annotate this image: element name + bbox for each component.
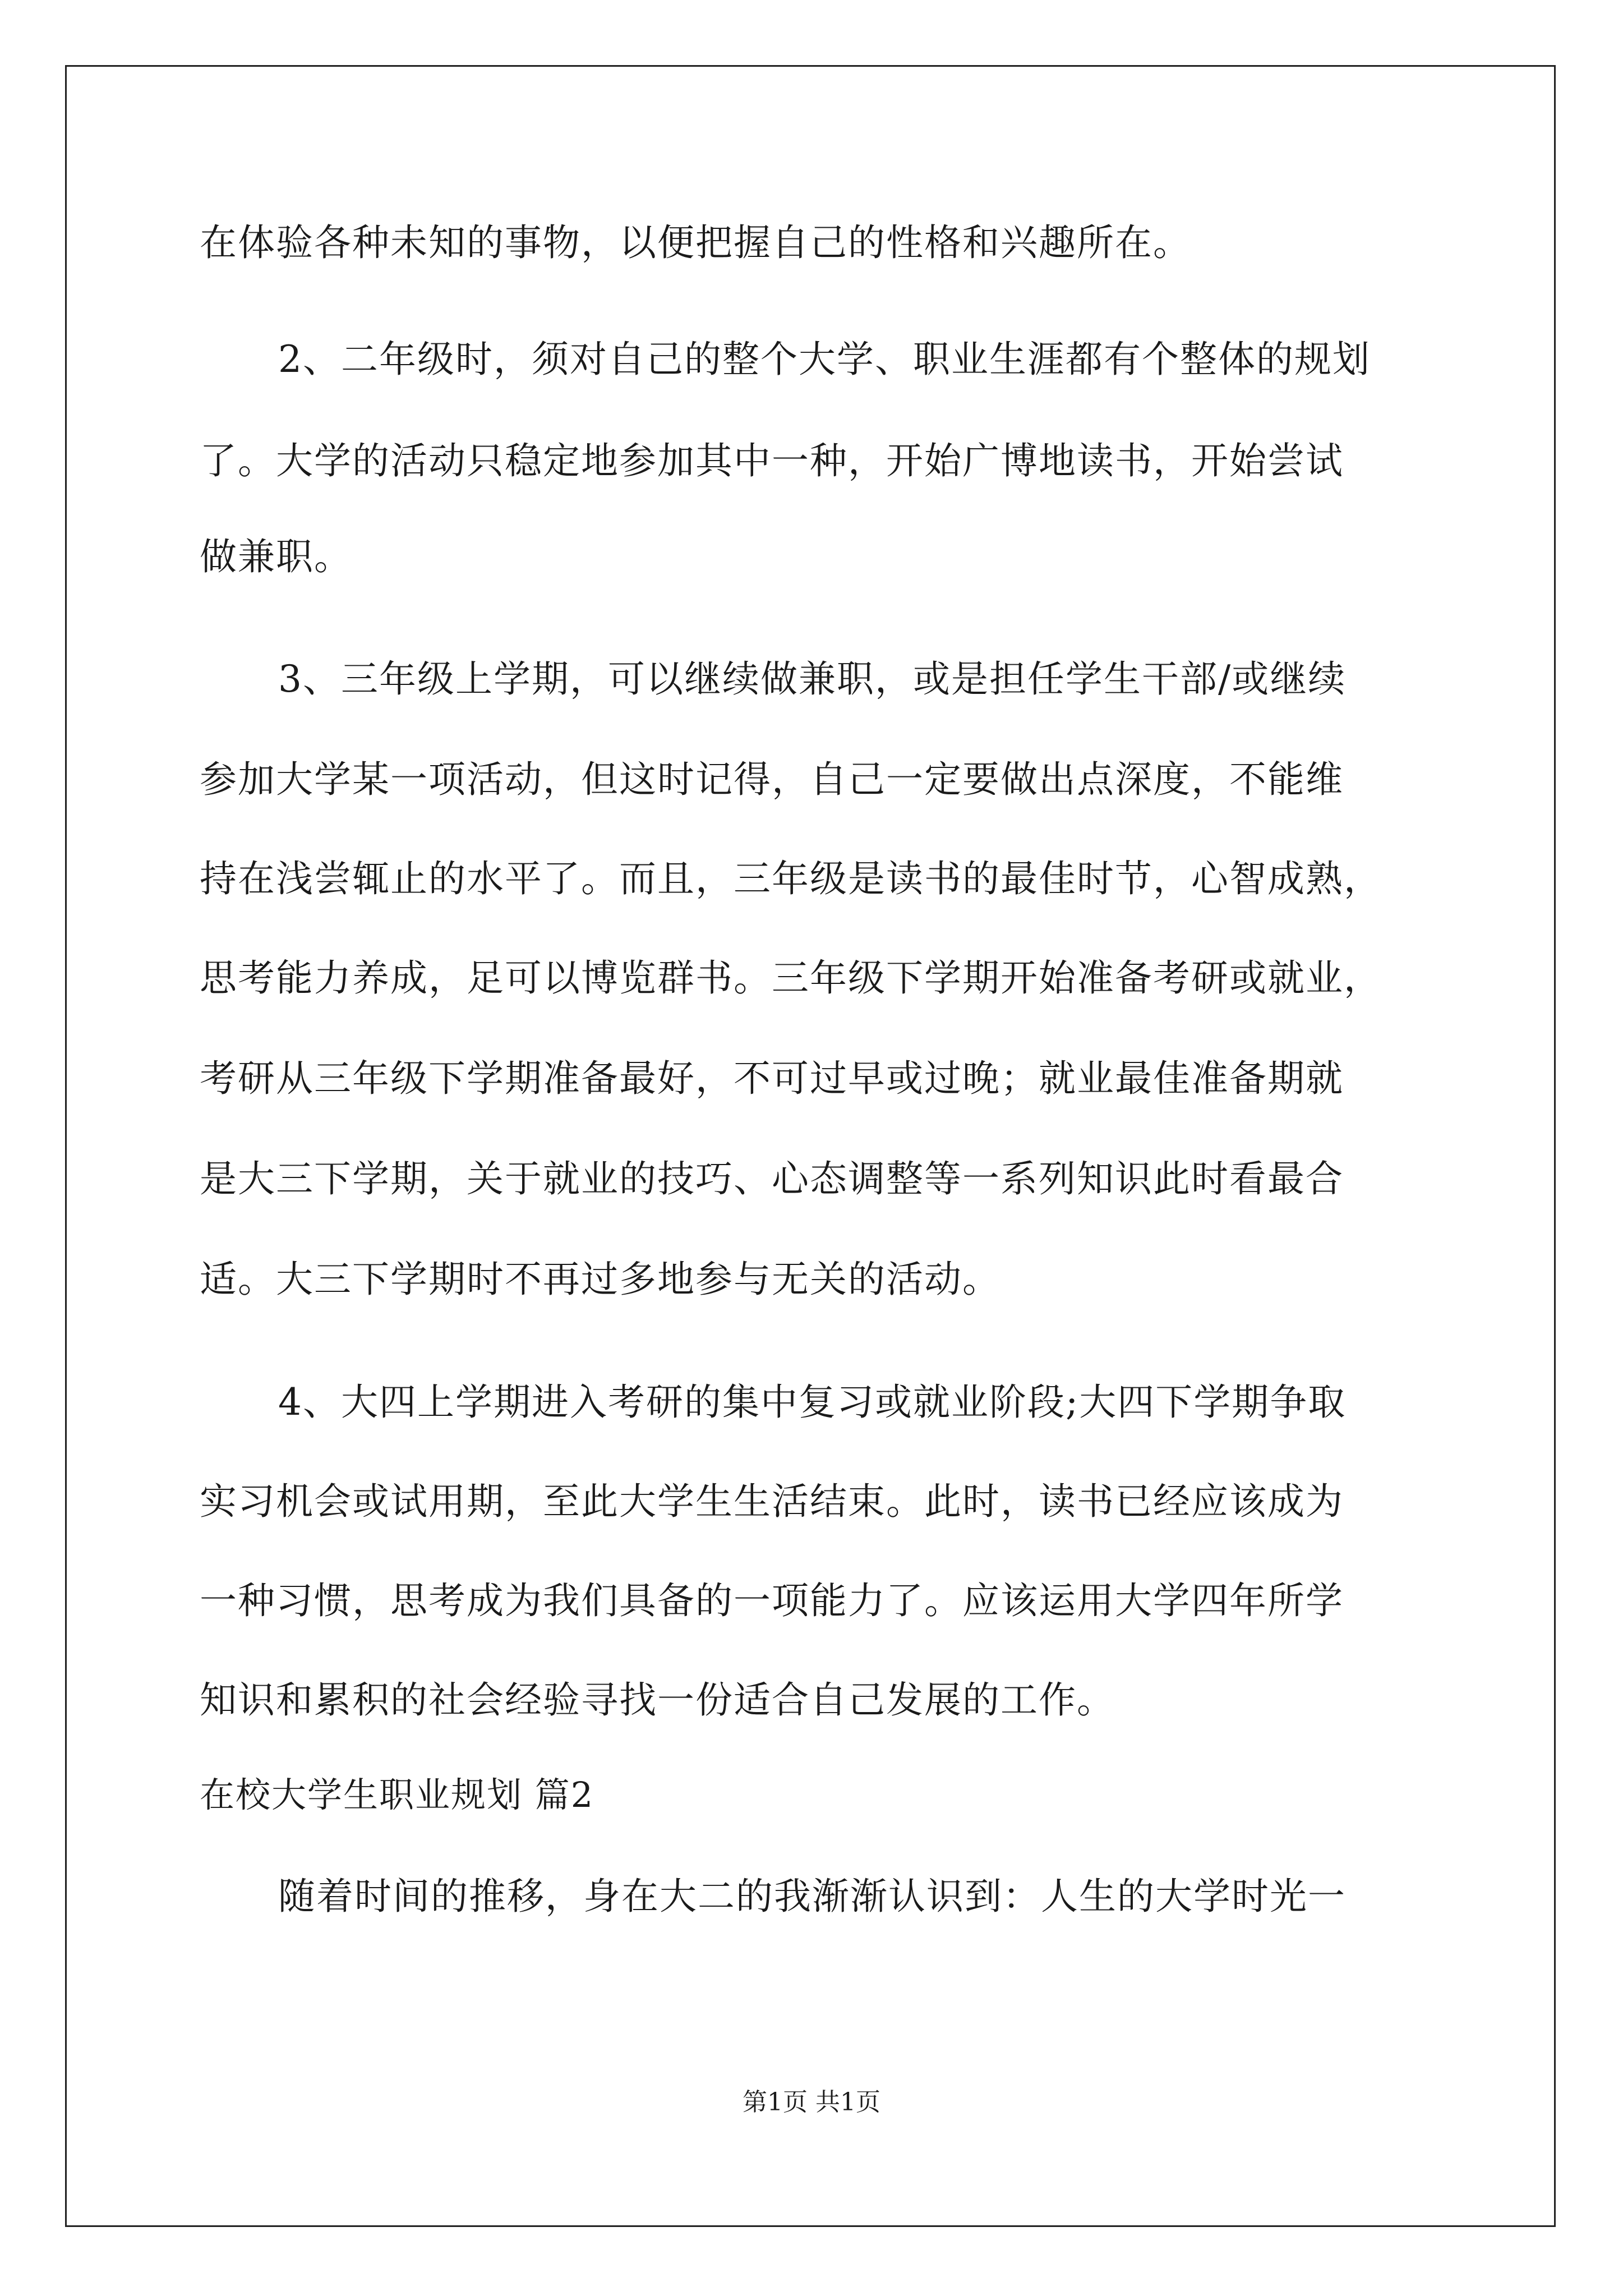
text-line: 参加大学某一项活动，但这时记得，自己一定要做出点深度，不能维 [200, 758, 1344, 801]
text-line: 思考能力养成，足可以博览群书。三年级下学期开始准备考研或就业， [200, 956, 1382, 1000]
page-number-footer: 第1页 共1页 [743, 2088, 880, 2116]
text-line: 适。大三下学期时不再过多地参与无关的活动。 [200, 1258, 1000, 1301]
text-line: 实习机会或试用期，至此大学生生活结束。此时，读书已经应该成为 [200, 1480, 1344, 1523]
text-line: 了。大学的活动只稳定地参加其中一种，开始广博地读书，开始尝试 [200, 439, 1344, 482]
text-line: 在体验各种未知的事物，以便把握自己的性格和兴趣所在。 [200, 221, 1191, 264]
text-line: 考研从三年级下学期准备最好，不可过早或过晚；就业最佳准备期就 [200, 1057, 1344, 1100]
text-line: 是大三下学期，关于就业的技巧、心态调整等一系列知识此时看最合 [200, 1157, 1344, 1200]
text-line: 持在浅尝辄止的水平了。而且，三年级是读书的最佳时节，心智成熟， [200, 857, 1382, 900]
text-line: 做兼职。 [200, 535, 352, 578]
text-line: 2、二年级时，须对自己的整个大学、职业生涯都有个整体的规划 [278, 338, 1371, 381]
section-heading: 在校大学生职业规划 篇2 [200, 1774, 594, 1815]
text-line: 知识和累积的社会经验寻找一份适合自己发展的工作。 [200, 1678, 1115, 1722]
text-line: 随着时间的推移，身在大二的我渐渐认识到：人生的大学时光一 [278, 1875, 1346, 1918]
text-line: 3、三年级上学期，可以继续做兼职，或是担任学生干部/或继续 [278, 657, 1347, 701]
text-line: 一种习惯，思考成为我们具备的一项能力了。应该运用大学四年所学 [200, 1579, 1344, 1622]
text-line: 4、大四上学期进入考研的集中复习或就业阶段;大四下学期争取 [278, 1381, 1347, 1424]
